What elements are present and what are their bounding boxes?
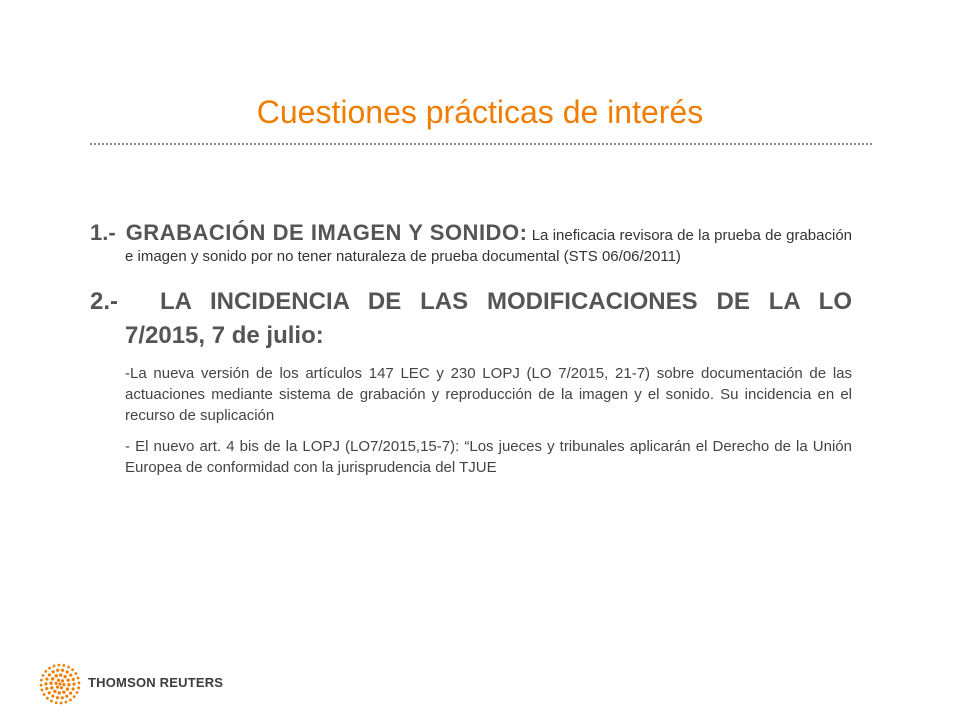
logo-dot <box>48 667 51 670</box>
logo-dot <box>51 694 54 697</box>
logo-dot <box>61 679 64 682</box>
logo-dot <box>66 678 69 681</box>
logo-dot <box>61 669 64 672</box>
logo-dot <box>60 702 63 705</box>
logo-dot <box>77 677 80 680</box>
slide-title: Cuestiones prácticas de interés <box>256 94 704 130</box>
logo-dot <box>42 674 45 677</box>
logo-dot <box>55 701 58 704</box>
logo-dot <box>45 677 48 680</box>
slide-body <box>90 222 852 478</box>
logo-dot <box>69 674 72 677</box>
item-1-heading: GRABACIÓN DE IMAGEN Y SONIDO <box>125 220 520 245</box>
logo-dot <box>54 682 57 685</box>
logo-dot <box>53 690 56 693</box>
logo-dot <box>63 675 66 678</box>
item-1-text: La ineficacia revisora de la prueba de grabación e imagen y sonido por no tener naturaleza de prueba documental (STS 06/06/2011) <box>125 227 853 265</box>
logo-dot <box>44 682 47 685</box>
logo-text: THOMSON REUTERS <box>88 675 224 690</box>
logo-dot <box>56 686 59 689</box>
logo-dot <box>53 665 56 668</box>
item-2-paragraph-2: - El nuevo art. 4 bis de la LOPJ (LO7/2015,15-7): “Los jueces y tribunales aplicarán el Derecho de la Unión Europea de conformidad con la jurisprudencia del TJUE <box>125 438 852 476</box>
title-divider <box>90 143 872 145</box>
logo-dot <box>61 696 64 699</box>
logo-dot <box>62 664 65 667</box>
logo-dot <box>72 678 75 681</box>
logo-dot <box>66 687 69 690</box>
logo-dot <box>48 691 51 694</box>
list-item-1 <box>90 222 852 267</box>
logo-dot <box>59 673 62 676</box>
thomson-reuters-dots-logo-icon <box>38 662 82 706</box>
item-1-colon: : <box>519 220 528 245</box>
logo-dot <box>46 697 49 700</box>
logo-dot <box>51 677 54 680</box>
logo-dot <box>66 670 69 673</box>
item-2-heading: LA INCIDENCIA DE LAS MODIFICACIONES DE LA LO 7/2015, 7 de julio: <box>125 288 852 349</box>
logo-dot <box>62 690 65 693</box>
logo-dot <box>50 686 53 689</box>
logo-dot <box>49 682 52 685</box>
list-item-2 <box>90 285 852 353</box>
logo-dot <box>56 696 59 699</box>
logo-dot <box>58 682 61 685</box>
logo-dot <box>50 700 53 703</box>
logo-dot <box>76 691 79 694</box>
logo-dot <box>72 687 75 690</box>
logo-dot <box>52 670 55 673</box>
item-2-number: 2.- <box>90 288 119 315</box>
logo-dot <box>44 670 47 673</box>
logo-dot <box>72 683 75 686</box>
logo-dot <box>69 698 72 701</box>
logo-dot <box>65 701 68 704</box>
logo-dot <box>48 673 51 676</box>
logo-dot <box>54 674 57 677</box>
logo-dot <box>65 695 68 698</box>
thomson-reuters-logo <box>38 662 224 706</box>
logo-dot <box>77 686 80 689</box>
item-1-number: 1.- <box>90 220 116 245</box>
logo-dot <box>73 695 76 698</box>
item-2-paragraph-1: -La nueva versión de los artículos 147 LEC y 230 LOPJ (LO 7/2015, 21-7) sobre documentación de las actuaciones mediante sistema de grabación y reproducción de la imagen y el sonido. Su incidencia en el recurso de suplicación <box>125 365 852 424</box>
logo-dot <box>78 681 81 684</box>
logo-dot <box>40 684 43 687</box>
logo-dot <box>45 687 48 690</box>
logo-dot <box>67 666 70 669</box>
logo-dot <box>67 683 70 686</box>
logo-dot <box>69 692 72 695</box>
logo-dot <box>57 679 60 682</box>
logo-dot <box>60 686 63 689</box>
logo-dot <box>57 664 60 667</box>
logo-dot <box>40 679 43 682</box>
logo-dot <box>41 689 44 692</box>
logo-dot <box>74 672 77 675</box>
logo-dot <box>71 668 74 671</box>
logo-dot <box>58 691 61 694</box>
logo-dot <box>43 693 46 696</box>
logo-dot <box>62 683 65 686</box>
logo-dot <box>56 669 59 672</box>
